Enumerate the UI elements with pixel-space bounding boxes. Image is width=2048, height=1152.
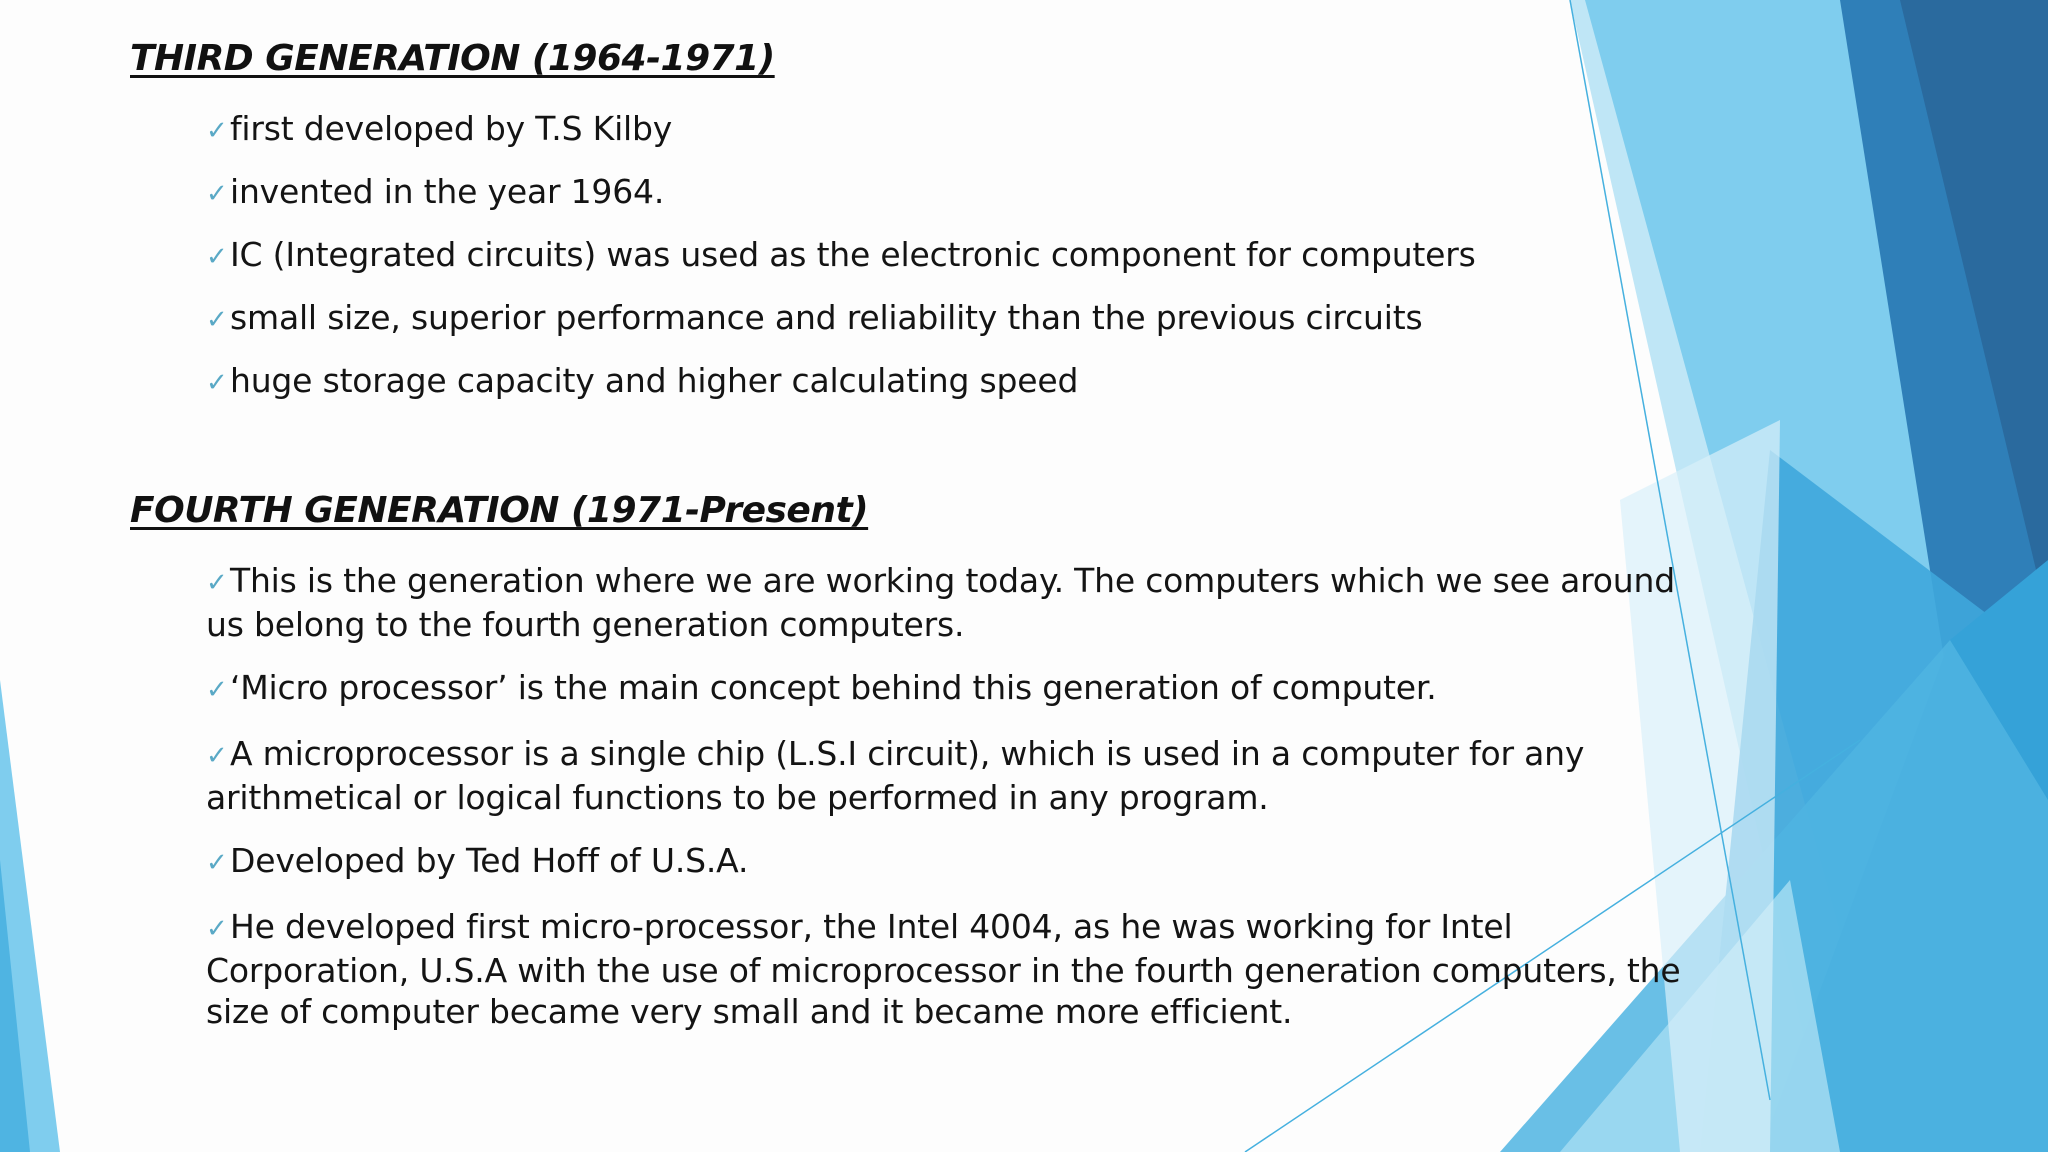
- bullet-text: invented in the year 1964.: [230, 172, 665, 211]
- bullet-item: [206, 234, 1476, 275]
- third-generation-heading: THIRD GENERATION (1964-1971): [130, 38, 775, 79]
- bullet-text: small size, superior performance and reliability than the previous circuits: [230, 298, 1423, 337]
- bullet-line: [206, 108, 1476, 152]
- bullet-item: [206, 906, 1680, 1032]
- bullet-item: [206, 108, 1476, 149]
- bullet-text: This is the generation where we are working today. The computers which we see around: [230, 561, 1675, 600]
- checkmark-icon: ✓: [206, 242, 228, 272]
- bullet-text: ‘Micro processor’ is the main concept behind this generation of computer.: [230, 668, 1437, 707]
- bullet-text: first developed by T.S Kilby: [230, 109, 673, 148]
- bullet-text: Corporation, U.S.A with the use of microprocessor in the fourth generation computers, the: [206, 951, 1681, 990]
- bullet-line: [206, 840, 1680, 884]
- bullet-line: [206, 667, 1680, 711]
- checkmark-icon: ✓: [206, 675, 228, 705]
- bullet-line: [206, 560, 1680, 604]
- bullet-line: [206, 991, 1680, 1032]
- checkmark-icon: ✓: [206, 914, 228, 944]
- bullet-text: He developed first micro-processor, the Intel 4004, as he was working for Intel: [230, 907, 1513, 946]
- checkmark-icon: ✓: [206, 368, 228, 398]
- bullet-line: [206, 604, 1680, 645]
- bullet-item: [206, 667, 1680, 711]
- third-generation-list: [206, 108, 1476, 423]
- checkmark-icon: ✓: [206, 848, 228, 878]
- bullet-line: [206, 234, 1476, 278]
- bullet-item: [206, 733, 1680, 818]
- bullet-line: [206, 733, 1680, 777]
- bullet-text: Developed by Ted Hoff of U.S.A.: [230, 841, 749, 880]
- checkmark-icon: ✓: [206, 116, 228, 146]
- bullet-item: [206, 840, 1680, 884]
- checkmark-icon: ✓: [206, 179, 228, 209]
- bullet-line: [206, 906, 1680, 950]
- bullet-line: [206, 360, 1476, 404]
- checkmark-icon: ✓: [206, 568, 228, 598]
- bullet-text: huge storage capacity and higher calculating speed: [230, 361, 1079, 400]
- bullet-text: arithmetical or logical functions to be performed in any program.: [206, 778, 1269, 817]
- bullet-text: A microprocessor is a single chip (L.S.I circuit), which is used in a computer for any: [230, 734, 1585, 773]
- bullet-item: [206, 171, 1476, 212]
- bullet-item: [206, 560, 1680, 645]
- bullet-text: IC (Integrated circuits) was used as the electronic component for computers: [230, 235, 1476, 274]
- bullet-item: [206, 297, 1476, 338]
- fourth-generation-heading: FOURTH GENERATION (1971-Present): [130, 490, 869, 531]
- bullet-line: [206, 171, 1476, 215]
- bullet-line: [206, 950, 1680, 991]
- bullet-item: [206, 360, 1476, 401]
- bullet-text: us belong to the fourth generation computers.: [206, 605, 965, 644]
- fourth-generation-list: [206, 560, 1680, 1054]
- checkmark-icon: ✓: [206, 305, 228, 335]
- bullet-line: [206, 777, 1680, 818]
- checkmark-icon: ✓: [206, 741, 228, 771]
- bullet-text: size of computer became very small and it became more efficient.: [206, 992, 1293, 1031]
- bullet-line: [206, 297, 1476, 341]
